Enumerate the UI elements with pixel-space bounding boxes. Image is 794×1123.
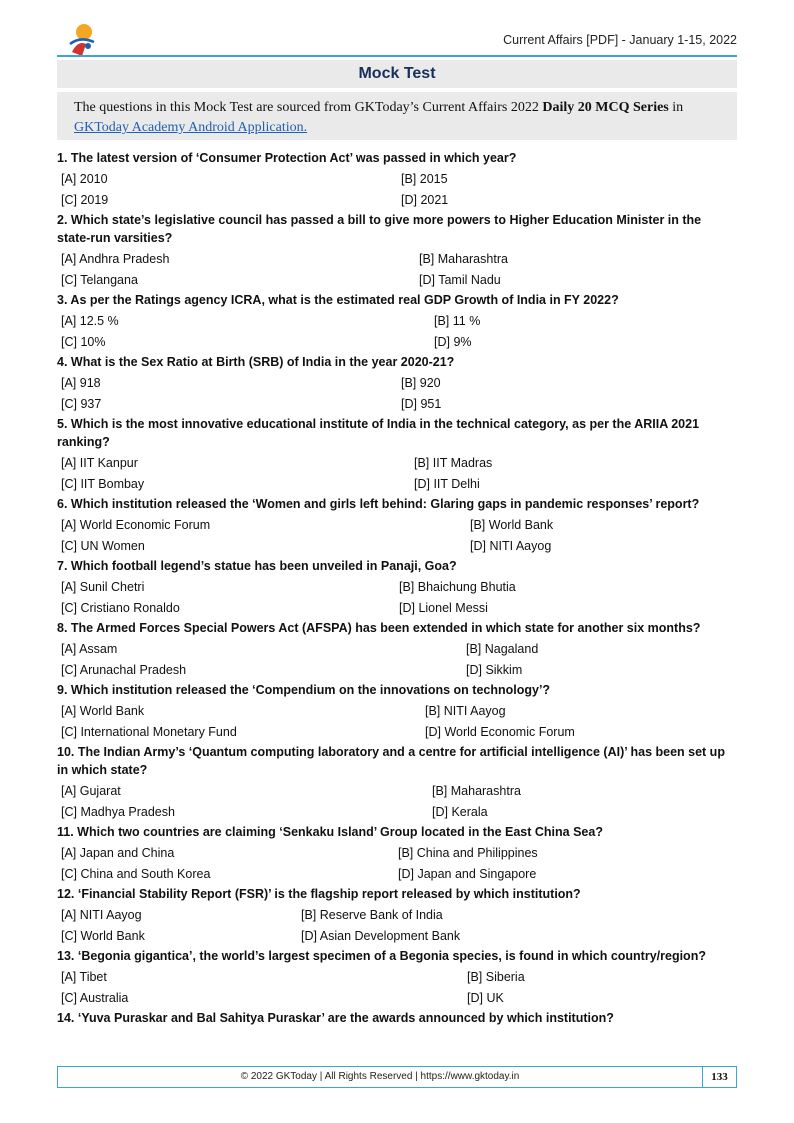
answer-option[interactable]: [C] Telangana [61,272,138,287]
question-item [57,149,737,210]
answer-option[interactable]: [D] UK [467,990,504,1005]
answer-option[interactable]: [B] China and Philippines [398,846,538,860]
app-link[interactable]: GKToday Academy Android Application. [74,120,308,135]
answer-option[interactable]: [A] 918 [61,376,101,390]
header-title: Current Affairs [PDF] - January 1-15, 2022 [503,33,737,47]
answer-option[interactable]: [B] 920 [401,376,441,390]
answer-option[interactable]: [C] 10% [61,334,106,349]
question-text: 7. Which football legend’s statue has been unveiled in Panaji, Goa? [57,559,457,573]
answer-option[interactable]: [C] China and South Korea [61,866,211,881]
question-text: 14. ‘Yuva Puraskar and Bal Sahitya Puraskar’ are the awards announced by which institution? [57,1011,614,1025]
question-text: 12. ‘Financial Stability Report (FSR)’ is the flagship report released by which institution? [57,887,581,901]
option-grid [57,311,737,352]
header-divider [57,55,737,57]
answer-option[interactable]: [B] World Bank [470,518,554,532]
option-grid [57,967,737,1008]
question-item [57,619,737,680]
answer-option[interactable]: [B] Nagaland [466,642,539,656]
answer-option[interactable]: [D] IIT Delhi [414,476,480,491]
answer-option[interactable]: [D] 951 [401,396,442,411]
question-text: 1. The latest version of ‘Consumer Protection Act’ was passed in which year? [57,151,517,165]
answer-option[interactable]: [D] 9% [434,334,472,349]
question-text: 11. Which two countries are claiming ‘Senkaku Island’ Group located in the East China Sea? [57,825,603,839]
option-grid [57,639,737,680]
answer-option[interactable]: [D] Sikkim [466,662,523,677]
question-text: 8. The Armed Forces Special Powers Act (AFSPA) has been extended in which state for another six months? [57,621,701,635]
answer-option[interactable]: [A] Andhra Pradesh [61,252,170,266]
question-list [57,149,737,1029]
answer-option[interactable]: [D] Lionel Messi [399,600,488,615]
answer-option[interactable]: [B] 11 % [434,314,481,328]
option-grid [57,453,737,494]
option-grid [57,169,737,210]
answer-option[interactable]: [C] International Monetary Fund [61,724,237,739]
question-item [57,885,737,946]
intro-box [57,92,737,140]
answer-option[interactable]: [B] Maharashtra [432,784,521,798]
question-text: 2. Which state’s legislative council has passed a bill to give more powers to Higher Education Minister in the state-run varsities? [57,213,702,245]
answer-option[interactable]: [A] NITI Aayog [61,908,142,922]
answer-option[interactable]: [B] IIT Madras [414,456,493,470]
question-text: 5. Which is the most innovative educational institute of India in the technical category, as per the ARIIA 2021 ranking? [57,417,700,449]
question-text: 4. What is the Sex Ratio at Birth (SRB) of India in the year 2020-21? [57,355,455,369]
answer-option[interactable]: [C] Madhya Pradesh [61,804,175,819]
footer [57,1066,737,1088]
question-text: 9. Which institution released the ‘Compendium on the innovations on technology’? [57,683,551,697]
answer-option[interactable]: [B] NITI Aayog [425,704,506,718]
answer-option[interactable]: [A] 12.5 % [61,314,119,328]
question-text: 3. As per the Ratings agency ICRA, what is the estimated real GDP Growth of India in FY 2022? [57,293,619,307]
answer-option[interactable]: [B] Siberia [467,970,525,984]
answer-option[interactable]: [D] World Economic Forum [425,724,575,739]
question-item [57,291,737,352]
gktoday-logo-icon [64,22,100,58]
answer-option[interactable]: [C] 2019 [61,192,109,207]
answer-option[interactable]: [C] UN Women [61,538,145,553]
question-item [57,495,737,556]
answer-option[interactable]: [D] Kerala [432,804,488,819]
intro-text: The questions in this Mock Test are sourced from GKToday’s Current Affairs 2022 [74,100,539,115]
page-title: Mock Test [57,60,737,88]
answer-option[interactable]: [D] Japan and Singapore [398,866,537,881]
answer-option[interactable]: [C] Cristiano Ronaldo [61,600,180,615]
answer-option[interactable]: [B] Reserve Bank of India [301,908,443,922]
answer-option[interactable]: [A] Tibet [61,970,107,984]
option-grid [57,701,737,742]
answer-option[interactable]: [B] 2015 [401,172,448,186]
answer-option[interactable]: [C] World Bank [61,928,145,943]
answer-option[interactable]: [A] World Bank [61,704,145,718]
question-text: 10. The Indian Army’s ‘Quantum computing laboratory and a centre for artificial intelligence (AI)’ has been set up in which state? [57,745,725,777]
question-text: 13. ‘Begonia gigantica’, the world’s largest specimen of a Begonia species, is found in which country/region? [57,949,706,963]
answer-option[interactable]: [A] 2010 [61,172,108,186]
question-item [57,211,737,290]
answer-option[interactable]: [C] 937 [61,396,102,411]
option-grid [57,515,737,556]
option-grid [57,577,737,618]
answer-option[interactable]: [D] Asian Development Bank [301,928,461,943]
option-grid [57,249,737,290]
question-item [57,1009,737,1027]
question-item [57,743,737,822]
intro-in: in [672,100,684,115]
option-grid [57,373,737,414]
question-item [57,947,737,1008]
answer-option[interactable]: [B] Maharashtra [419,252,508,266]
answer-option[interactable]: [C] IIT Bombay [61,476,145,491]
answer-option[interactable]: [A] Japan and China [61,846,175,860]
answer-option[interactable]: [A] Sunil Chetri [61,580,145,594]
question-item [57,353,737,414]
answer-option[interactable]: [C] Arunachal Pradesh [61,662,187,677]
answer-option[interactable]: [A] Gujarat [61,784,121,798]
option-grid [57,905,737,946]
footer-copyright: © 2022 GKToday | All Rights Reserved | https://www.gktoday.in [240,1071,520,1082]
answer-option[interactable]: [C] Australia [61,990,129,1005]
question-item [57,823,737,884]
question-item [57,415,737,494]
answer-option[interactable]: [A] Assam [61,642,118,656]
answer-option[interactable]: [A] IIT Kanpur [61,456,138,470]
answer-option[interactable]: [D] Tamil Nadu [419,272,501,287]
option-grid [57,843,737,884]
question-text: 6. Which institution released the ‘Women and girls left behind: Glaring gaps in pandemic responses’ report? [57,497,700,511]
option-grid [57,781,737,822]
answer-option[interactable]: [A] World Economic Forum [61,518,211,532]
intro-series-name: Daily 20 MCQ Series [542,100,669,115]
answer-option[interactable]: [D] 2021 [401,192,449,207]
question-item [57,681,737,742]
page-number: 133 [702,1067,736,1087]
answer-option[interactable]: [D] NITI Aayog [470,538,552,553]
answer-option[interactable]: [B] Bhaichung Bhutia [399,580,516,594]
question-item [57,557,737,618]
